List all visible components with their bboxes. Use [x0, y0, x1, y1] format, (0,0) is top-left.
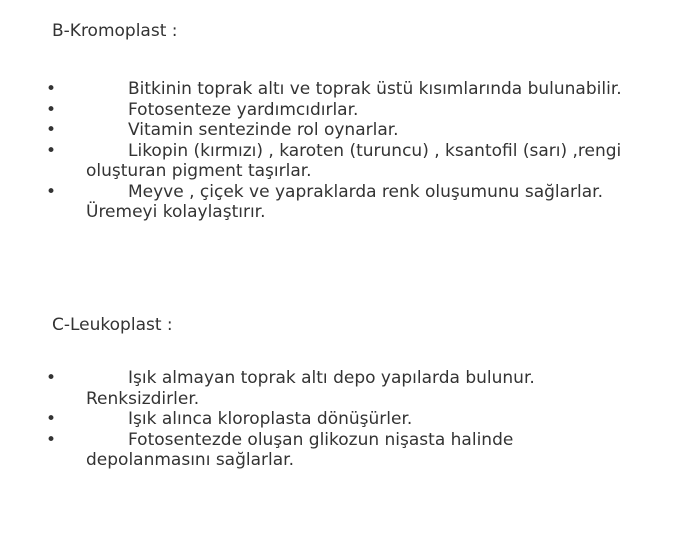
section-heading-leukoplast: C-Leukoplast :	[52, 315, 173, 335]
list-item	[0, 79, 674, 100]
bullet-icon: •	[46, 429, 57, 450]
list-item	[0, 409, 674, 430]
list-item	[0, 141, 674, 182]
list-item-text: Işık almayan toprak altı depo yapılarda bulunur. Renksizdirler.	[86, 368, 535, 409]
list-item-text: Meyve , çiçek ve yapraklarda renk oluşumunu sağlarlar. Üremeyi kolaylaştırır.	[86, 181, 604, 222]
leukoplast-list	[0, 368, 674, 471]
list-item-text: Fotosenteze yardımcıdırlar.	[128, 99, 359, 120]
list-item	[0, 430, 674, 471]
bullet-icon: •	[46, 79, 57, 99]
list-item	[0, 100, 674, 121]
list-item-text: Vitamin sentezinde rol oynarlar.	[128, 120, 399, 140]
list-item	[0, 182, 674, 223]
bullet-icon: •	[46, 140, 57, 161]
bullet-icon: •	[46, 99, 57, 120]
list-item-text: Likopin (kırmızı) , karoten (turuncu) , ksantofil (sarı) ,rengi oluşturan pigment taşırlar.	[86, 140, 622, 181]
list-item	[0, 368, 674, 409]
bullet-icon: •	[46, 368, 57, 388]
bullet-icon: •	[46, 181, 57, 202]
list-item	[0, 120, 674, 141]
list-item-text: Fotosentezde oluşan glikozun nişasta halinde depolanmasını sağlarlar.	[86, 429, 514, 470]
bullet-icon: •	[46, 409, 57, 429]
list-item-text: Işık alınca kloroplasta dönüşürler.	[128, 409, 413, 429]
kromoplast-list	[0, 79, 674, 223]
bullet-icon: •	[46, 120, 57, 140]
section-heading-kromoplast: B-Kromoplast :	[52, 21, 178, 41]
list-item-text: Bitkinin toprak altı ve toprak üstü kısımlarında bulunabilir.	[128, 79, 622, 99]
